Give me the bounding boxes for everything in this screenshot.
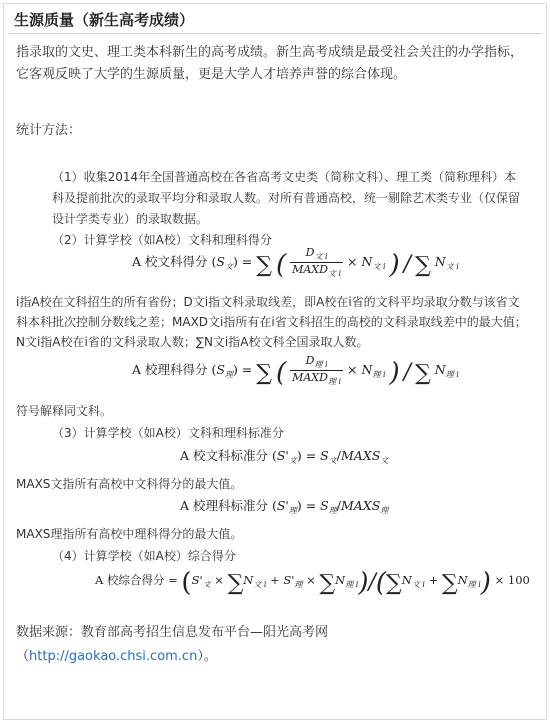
symbol-note: 符号解释同文科。 (16, 404, 113, 418)
formula-wen-score: A 校文科得分 $(S_文)$ = ∑ ( $\frac{D_{文 i}}{MAXD_{文 i}}$ × $N_{文 i}$ ) / ∑ $N_{文 i}$ (132, 246, 459, 280)
intro-paragraph: 指录取的文史、理工类本科新生的高考成绩。新生高考成绩是最受社会关注的办学指标，它客观反映了大学的生源质量，更是大学人才培养声誉的综合体现。 (16, 45, 524, 82)
formula-std-wen: A 校文科标准分 $(S'_文)$ = $S_文/MAXS_文$ (180, 448, 389, 465)
division-slash: / (403, 252, 412, 277)
sum-symbol: ∑ (256, 361, 272, 386)
step4-text: （4）计算学校（如A校）综合得分 (52, 549, 236, 563)
sum-symbol: ∑ (256, 253, 272, 278)
division-slash: / (403, 360, 412, 385)
paren-open: ( (275, 250, 287, 280)
sum-symbol: ∑ (415, 361, 431, 386)
formula-wen-lhs: A 校文科得分 $(S_文)$ = (132, 254, 257, 271)
explain-wen: i指A校在文科招生的所有省份；D文i指文科录取线差，即A校在i省的文科平均录取分数与该省文科本科批次控制分数线之差；MAXD文i指所有在i省文科招生的高校的文科录取线差中的最大值；N文i指A校在i省的文科录取人数；∑N文i指A校文科全国录取人数。 (16, 295, 527, 349)
fraction-d-maxd: $\frac{D_{文 i}}{MAXD_{文 i}}$ (292, 246, 342, 278)
source-close-paren: ）。 (197, 649, 217, 664)
fraction-d-maxd: $\frac{D_{理 i}}{MAXD_{理 i}}$ (292, 354, 342, 386)
title-divider (8, 33, 542, 34)
paren-close: ) (389, 358, 400, 388)
formula-composite: A 校综合得分 = $(S'_文 \times \sum N_{文 i} + S'_理 \times \sum N_{理 i})/(\sum N_{文 i} + \sum N_{理 i}) \times 100$ (95, 568, 530, 598)
maxs-wen-note: MAXS文指所有高校中文科得分的最大值。 (16, 477, 243, 491)
maxs-li-note: MAXS理指所有高校中理科得分的最大值。 (16, 527, 243, 541)
source-url-line (16, 646, 528, 668)
step3-text: （3）计算学校（如A校）文科和理科标准分 (52, 426, 284, 440)
paren-close: ) (389, 250, 400, 280)
source-open-paren: （ (16, 649, 30, 664)
paren-open: ( (275, 358, 287, 388)
sum-symbol: ∑ (415, 253, 431, 278)
step1-text: （1）收集2014年全国普通高校在各省高考文史类（简称文科）、理工类（简称理科）本科及提前批次的录取平均分和录取人数。对所有普通高校，统一剔除艺术类专业（仅保留设计学类专业）的录取数据。 (52, 170, 521, 226)
formula-std-li: A 校理科标准分 $(S'_理)$ = $S_理/MAXS_理$ (180, 498, 389, 515)
step2-text: （2）计算学校（如A校）文科和理科得分 (52, 233, 272, 247)
source-line: 数据来源：教育部高考招生信息发布平台—阳光高考网 (16, 625, 329, 640)
method-heading: 统计方法： (16, 123, 82, 138)
page-title: 生源质量（新生高考成绩） (14, 11, 195, 29)
source-link[interactable]: http://gaokao.chsi.com.cn (29, 649, 198, 664)
formula-li-score: A 校理科得分 $(S_理)$ = ∑ ( $\frac{D_{理 i}}{MAXD_{理 i}}$ × $N_{理 i}$ ) / ∑ $N_{理 i}$ (132, 354, 459, 388)
